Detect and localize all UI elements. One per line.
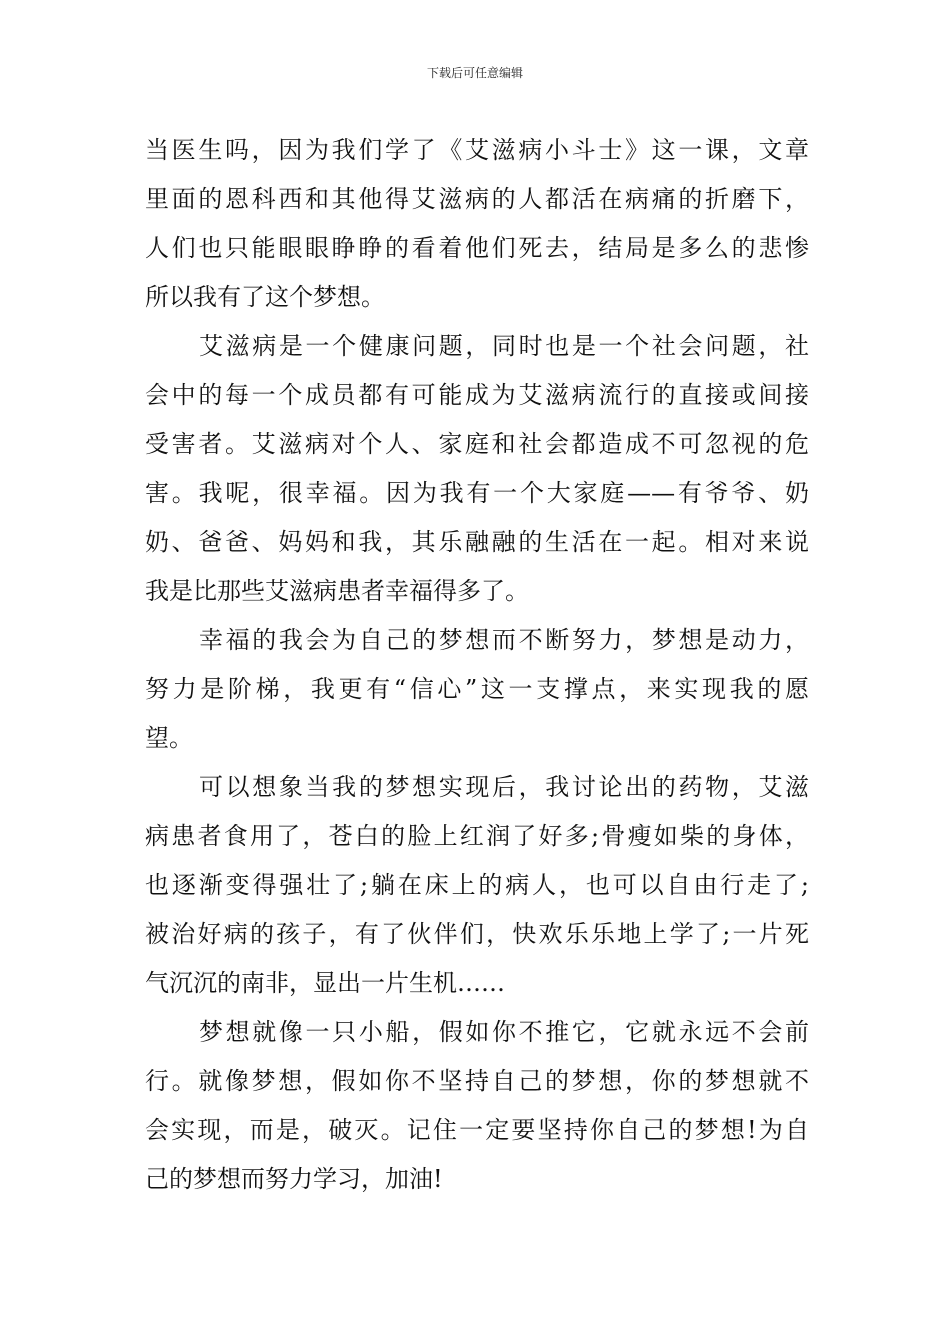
text-line: 己的梦想而努力学习，加油! bbox=[145, 1165, 443, 1193]
text-line: 幸福的我会为自己的梦想而不断努力，梦想是动力， bbox=[199, 626, 809, 654]
text-line: 行。就像梦想，假如你不坚持自己的梦想，你的梦想就不 bbox=[145, 1067, 809, 1095]
text-line: 里面的恩科西和其他得艾滋病的人都活在病痛的折磨下， bbox=[145, 185, 809, 213]
text-line: 气沉沉的南非，显出一片生机…… bbox=[145, 969, 505, 997]
text-line: 奶、爸爸、妈妈和我，其乐融融的生活在一起。相对来说 bbox=[145, 528, 809, 556]
text-line: 会实现，而是，破灭。记住一定要坚持你自己的梦想!为自 bbox=[145, 1116, 809, 1144]
text-line: 梦想就像一只小船，假如你不推它，它就永远不会前 bbox=[199, 1018, 809, 1046]
body-text bbox=[145, 126, 809, 1204]
text-line: 我是比那些艾滋病患者幸福得多了。 bbox=[145, 577, 529, 605]
text-line: 当医生吗，因为我们学了《艾滋病小斗士》这一课，文章 bbox=[145, 136, 809, 164]
text-line: 也逐渐变得强壮了;躺在床上的病人，也可以自由行走了; bbox=[145, 871, 809, 899]
text-line: 人们也只能眼眼睁睁的看着他们死去，结局是多么的悲惨 bbox=[145, 234, 809, 262]
text-line: 害。我呢，很幸福。因为我有一个大家庭——有爷爷、奶 bbox=[145, 479, 809, 507]
text-line: 可以想象当我的梦想实现后，我讨论出的药物，艾滋 bbox=[199, 773, 809, 801]
text-line: 受害者。艾滋病对个人、家庭和社会都造成不可忽视的危 bbox=[145, 430, 809, 458]
text-line: 被治好病的孩子，有了伙伴们，快欢乐乐地上学了;一片死 bbox=[145, 920, 809, 948]
text-line: 病患者食用了，苍白的脸上红润了好多;骨瘦如柴的身体， bbox=[145, 822, 809, 850]
text-line: 望。 bbox=[145, 724, 193, 752]
text-line: 所以我有了这个梦想。 bbox=[145, 283, 385, 311]
text-line: 艾滋病是一个健康问题，同时也是一个社会问题，社 bbox=[199, 332, 809, 360]
page-header: 下载后可任意编辑 bbox=[426, 66, 523, 80]
text-line: 努力是阶梯，我更有“信心”这一支撑点，来实现我的愿 bbox=[145, 675, 809, 703]
text-line: 会中的每一个成员都有可能成为艾滋病流行的直接或间接 bbox=[145, 381, 809, 409]
